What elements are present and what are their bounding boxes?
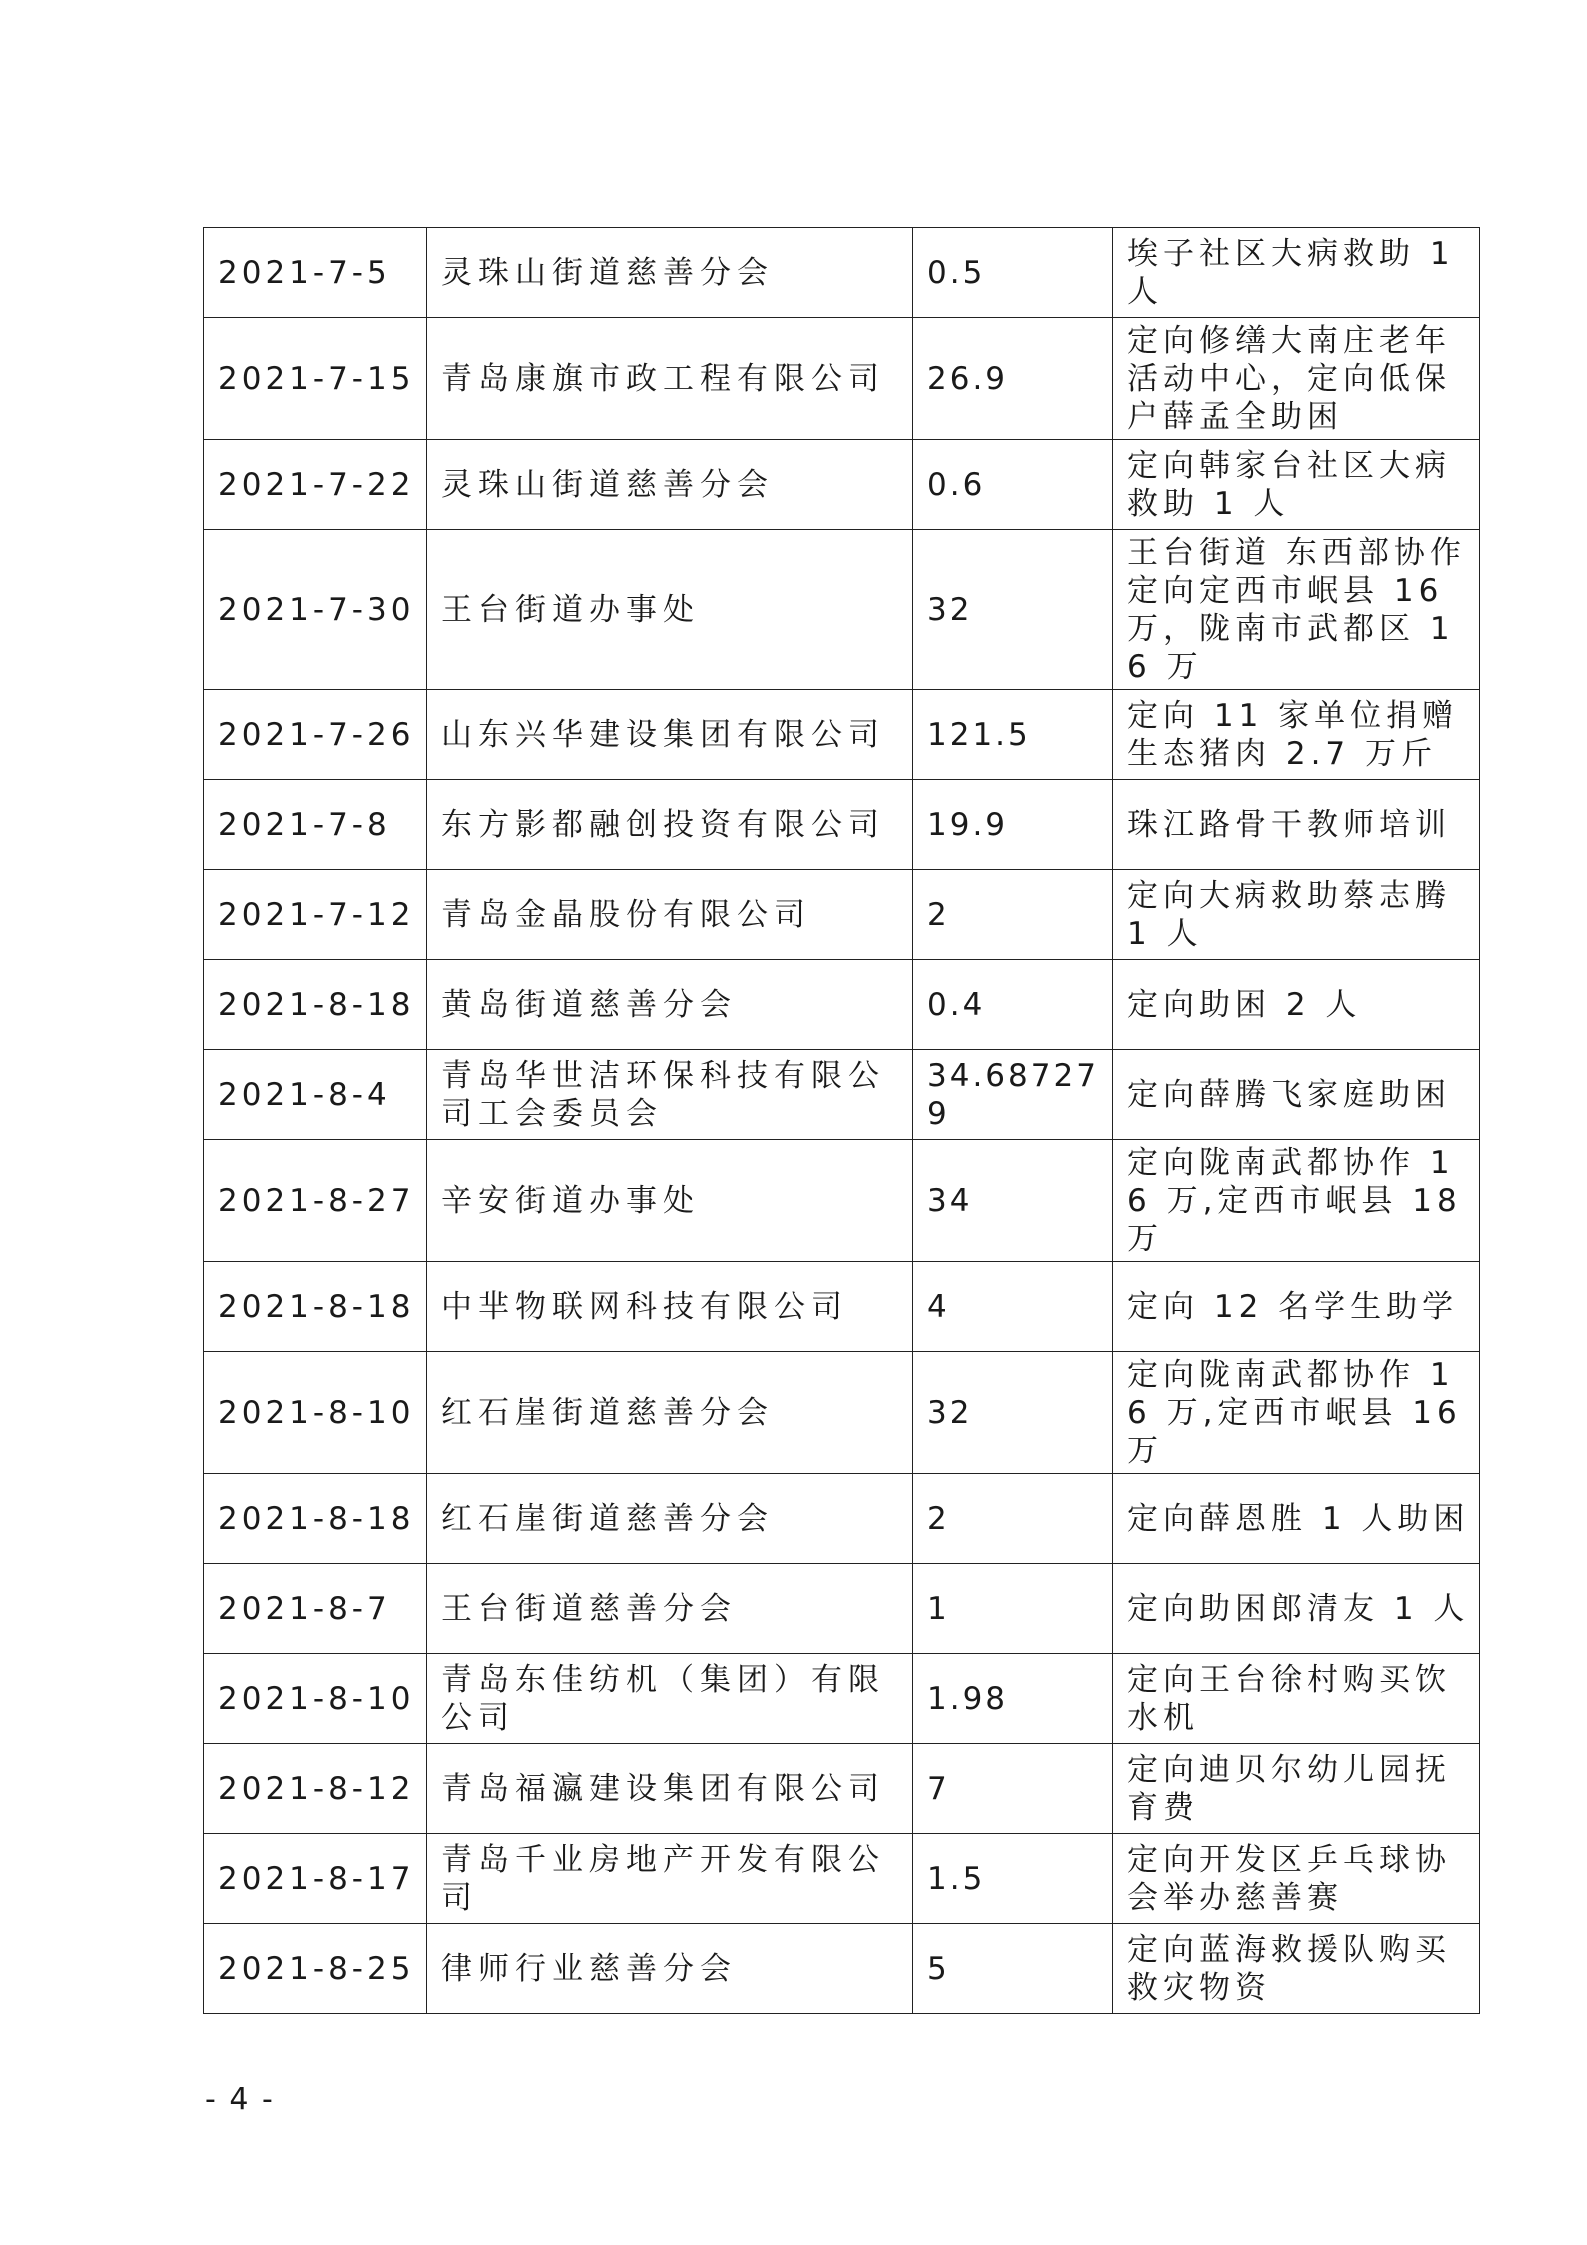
date-cell: 2021-8-18 <box>204 960 427 1050</box>
note-cell: 定向薛腾飞家庭助困 <box>1113 1050 1480 1140</box>
note-cell: 王台街道 东西部协作定向定西市岷县 16 万，陇南市武都区 16 万 <box>1113 530 1480 690</box>
amount-cell: 2 <box>913 1474 1113 1564</box>
amount-cell: 19.9 <box>913 780 1113 870</box>
note-cell: 定向助困 2 人 <box>1113 960 1480 1050</box>
amount-cell: 0.4 <box>913 960 1113 1050</box>
donor-cell: 青岛华世洁环保科技有限公司工会委员会 <box>427 1050 913 1140</box>
donor-cell: 红石崖街道慈善分会 <box>427 1352 913 1474</box>
amount-cell: 0.6 <box>913 440 1113 530</box>
note-cell: 埃子社区大病救助 1 人 <box>1113 228 1480 318</box>
donor-cell: 王台街道办事处 <box>427 530 913 690</box>
amount-cell: 34 <box>913 1140 1113 1262</box>
amount-cell: 1.98 <box>913 1654 1113 1744</box>
table-row <box>204 1352 1480 1474</box>
date-cell: 2021-7-15 <box>204 318 427 440</box>
donor-cell: 灵珠山街道慈善分会 <box>427 440 913 530</box>
donor-cell: 中芈物联网科技有限公司 <box>427 1262 913 1352</box>
note-cell: 定向王台徐村购买饮水机 <box>1113 1654 1480 1744</box>
date-cell: 2021-8-10 <box>204 1352 427 1474</box>
table-row <box>204 1262 1480 1352</box>
date-cell: 2021-8-18 <box>204 1474 427 1564</box>
table-row <box>204 1744 1480 1834</box>
date-cell: 2021-8-7 <box>204 1564 427 1654</box>
date-cell: 2021-8-18 <box>204 1262 427 1352</box>
amount-cell: 26.9 <box>913 318 1113 440</box>
table-row <box>204 1564 1480 1654</box>
donor-cell: 青岛东佳纺机（集团）有限公司 <box>427 1654 913 1744</box>
amount-cell: 7 <box>913 1744 1113 1834</box>
amount-cell: 32 <box>913 530 1113 690</box>
date-cell: 2021-7-5 <box>204 228 427 318</box>
amount-cell: 32 <box>913 1352 1113 1474</box>
date-cell: 2021-8-10 <box>204 1654 427 1744</box>
note-cell: 定向陇南武都协作 16 万,定西市岷县 16 万 <box>1113 1352 1480 1474</box>
donor-cell: 黄岛街道慈善分会 <box>427 960 913 1050</box>
note-cell: 定向开发区乒乓球协会举办慈善赛 <box>1113 1834 1480 1924</box>
amount-cell: 2 <box>913 870 1113 960</box>
donor-cell: 辛安街道办事处 <box>427 1140 913 1262</box>
donor-cell: 灵珠山街道慈善分会 <box>427 228 913 318</box>
note-cell: 定向 11 家单位捐赠生态猪肉 2.7 万斤 <box>1113 690 1480 780</box>
date-cell: 2021-8-25 <box>204 1924 427 2014</box>
donor-cell: 山东兴华建设集团有限公司 <box>427 690 913 780</box>
note-cell: 定向薛恩胜 1 人助困 <box>1113 1474 1480 1564</box>
table-row <box>204 1140 1480 1262</box>
table-row <box>204 780 1480 870</box>
date-cell: 2021-8-27 <box>204 1140 427 1262</box>
table-row <box>204 690 1480 780</box>
note-cell: 定向修缮大南庄老年活动中心，定向低保户薛孟全助困 <box>1113 318 1480 440</box>
table-row <box>204 530 1480 690</box>
note-cell: 定向 12 名学生助学 <box>1113 1262 1480 1352</box>
table-row <box>204 1654 1480 1744</box>
table-row <box>204 318 1480 440</box>
donation-table <box>203 227 1480 2014</box>
amount-cell: 1.5 <box>913 1834 1113 1924</box>
amount-cell: 5 <box>913 1924 1113 2014</box>
table-row <box>204 440 1480 530</box>
table-row <box>204 1924 1480 2014</box>
note-cell: 定向蓝海救援队购买救灾物资 <box>1113 1924 1480 2014</box>
note-cell: 定向助困郎清友 1 人 <box>1113 1564 1480 1654</box>
page-number: - 4 - <box>205 2082 275 2117</box>
donor-cell: 红石崖街道慈善分会 <box>427 1474 913 1564</box>
date-cell: 2021-8-4 <box>204 1050 427 1140</box>
note-cell: 定向迪贝尔幼儿园抚育费 <box>1113 1744 1480 1834</box>
date-cell: 2021-7-12 <box>204 870 427 960</box>
amount-cell: 34.687279 <box>913 1050 1113 1140</box>
table-row <box>204 870 1480 960</box>
amount-cell: 1 <box>913 1564 1113 1654</box>
table-row <box>204 1050 1480 1140</box>
note-cell: 定向大病救助蔡志腾 1 人 <box>1113 870 1480 960</box>
date-cell: 2021-8-12 <box>204 1744 427 1834</box>
note-cell: 定向韩家台社区大病救助 1 人 <box>1113 440 1480 530</box>
date-cell: 2021-8-17 <box>204 1834 427 1924</box>
donor-cell: 青岛金晶股份有限公司 <box>427 870 913 960</box>
date-cell: 2021-7-8 <box>204 780 427 870</box>
table-row <box>204 960 1480 1050</box>
amount-cell: 4 <box>913 1262 1113 1352</box>
date-cell: 2021-7-22 <box>204 440 427 530</box>
amount-cell: 0.5 <box>913 228 1113 318</box>
amount-cell: 121.5 <box>913 690 1113 780</box>
date-cell: 2021-7-26 <box>204 690 427 780</box>
donor-cell: 王台街道慈善分会 <box>427 1564 913 1654</box>
table-row <box>204 1834 1480 1924</box>
table-row <box>204 228 1480 318</box>
donor-cell: 律师行业慈善分会 <box>427 1924 913 2014</box>
donor-cell: 东方影都融创投资有限公司 <box>427 780 913 870</box>
note-cell: 珠江路骨干教师培训 <box>1113 780 1480 870</box>
donor-cell: 青岛康旗市政工程有限公司 <box>427 318 913 440</box>
note-cell: 定向陇南武都协作 16 万,定西市岷县 18 万 <box>1113 1140 1480 1262</box>
date-cell: 2021-7-30 <box>204 530 427 690</box>
donor-cell: 青岛福瀛建设集团有限公司 <box>427 1744 913 1834</box>
donor-cell: 青岛千业房地产开发有限公司 <box>427 1834 913 1924</box>
table-row <box>204 1474 1480 1564</box>
